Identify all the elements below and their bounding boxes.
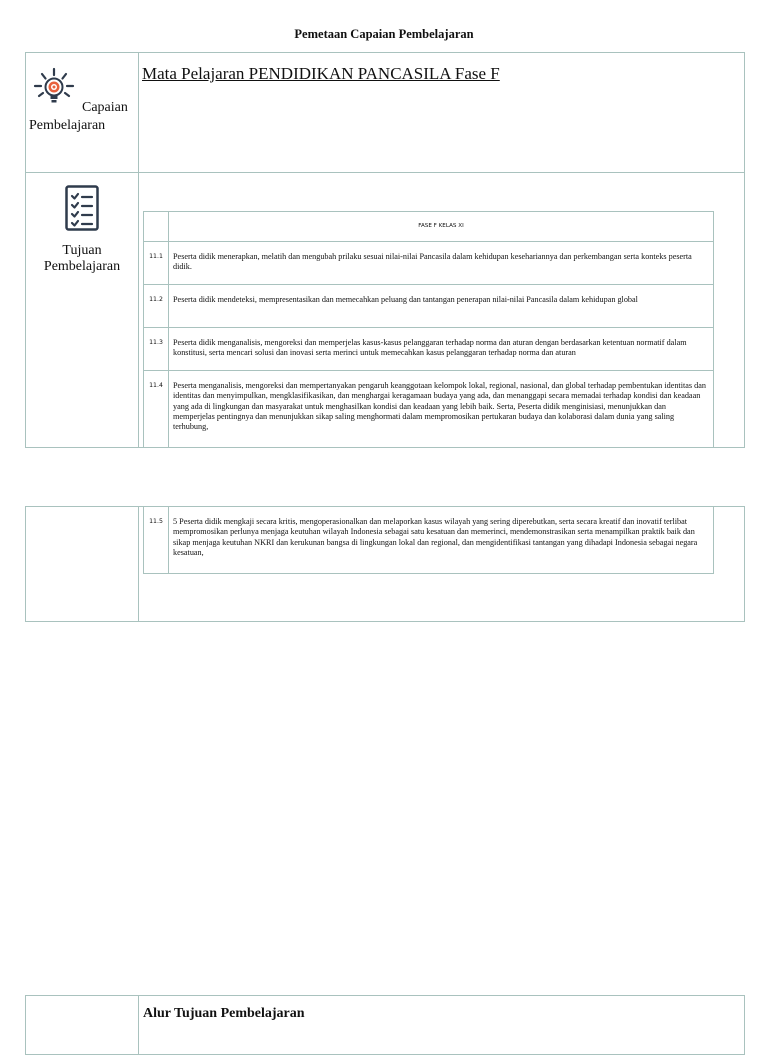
objective-text: Peserta didik mendeteksi, mempresentasikan dan memecahkan peluang dan tantangan penerapan nilai-nilai Pancasila dalam kehidupan global <box>169 285 714 328</box>
row-number: 11.1 <box>144 242 169 285</box>
pembelajaran-label: Pembelajaran <box>29 118 106 133</box>
row-number: 11.3 <box>144 328 169 371</box>
lightbulb-target-icon <box>31 66 77 106</box>
checklist-icon <box>65 185 99 231</box>
alur-table <box>25 995 745 1055</box>
objective-text: Peserta didik menerapkan, melatih dan mengubah prilaku sesuai nilai-nilai Pancasila dalam kehidupan kesehariannya dan perkembangan serta konteks peserta didik. <box>169 242 714 285</box>
table-header: FASE F KELAS XI <box>169 212 714 242</box>
learning-objectives-table-continued <box>143 507 714 574</box>
tujuan-label: Tujuan Pembelajaran <box>43 243 121 274</box>
subject-title: Mata Pelajaran PENDIDIKAN PANCASILA Fase F <box>142 64 500 83</box>
row-number: 11.5 <box>144 507 169 573</box>
alur-heading: Alur Tujuan Pembelajaran <box>143 1006 305 1021</box>
objective-text: Peserta menganalisis, mengoreksi dan mempertanyakan pengaruh keanggotaan kelompok lokal, regional, nasional, dan global terhadap pembentukan identitas dan identitas dan menyimpulkan, mengklasifikasikan, dan menghargai keragamaan budaya yang ada, dan menanggapi secara memadai terhadap kondisi dan keadaan yang ada di lingkungan dan masyarakat untuk menghasilkan kondisi dan keadaan yang lebih baik. Serta, Peserta didik menginisiasi, menunjukkan dan memperjelas pentingnya dan menunjukkan sikap saling menghormati dalam mempromosikan pertukaran budaya dan kolaborasi dalam dunia yang saling terhubung, <box>169 371 714 447</box>
objective-text: Peserta didik menganalisis, mengoreksi dan memperjelas kasus-kasus pelanggaran terhadap norma dan aturan dengan berdasarkan ketentuan normatif dalam konstitusi, serta mencari solusi dan inovasi serta merinci untuk memecahkan kasus pelanggaran terhadap norma dan aturan <box>169 328 714 371</box>
row-number: 11.4 <box>144 371 169 447</box>
learning-objectives-table <box>143 211 714 447</box>
row-number: 11.2 <box>144 285 169 328</box>
document-title: Pemetaan Capaian Pembelajaran <box>294 27 474 41</box>
objective-text: 5 Peserta didik mengkaji secara kritis, mengoperasionalkan dan melaporkan kasus wilayah yang sering diperebutkan, serta secara kreatif dan inovatif terlibat mempromosikan perlunya menjaga keutuhan wilayah Indonesia sebagai satu kesatuan dan memerinci, mendemonstrasikan serta menampilkan praktik baik dan sikap menjaga keutuhan NKRI dan kerukunan bangsa di lingkungan lokal dan regional, dan mengidentifikasi tantangan yang dihadapi Indonesia sebagai negara kesatuan, <box>169 507 714 573</box>
capaian-label: Capaian <box>82 100 128 115</box>
